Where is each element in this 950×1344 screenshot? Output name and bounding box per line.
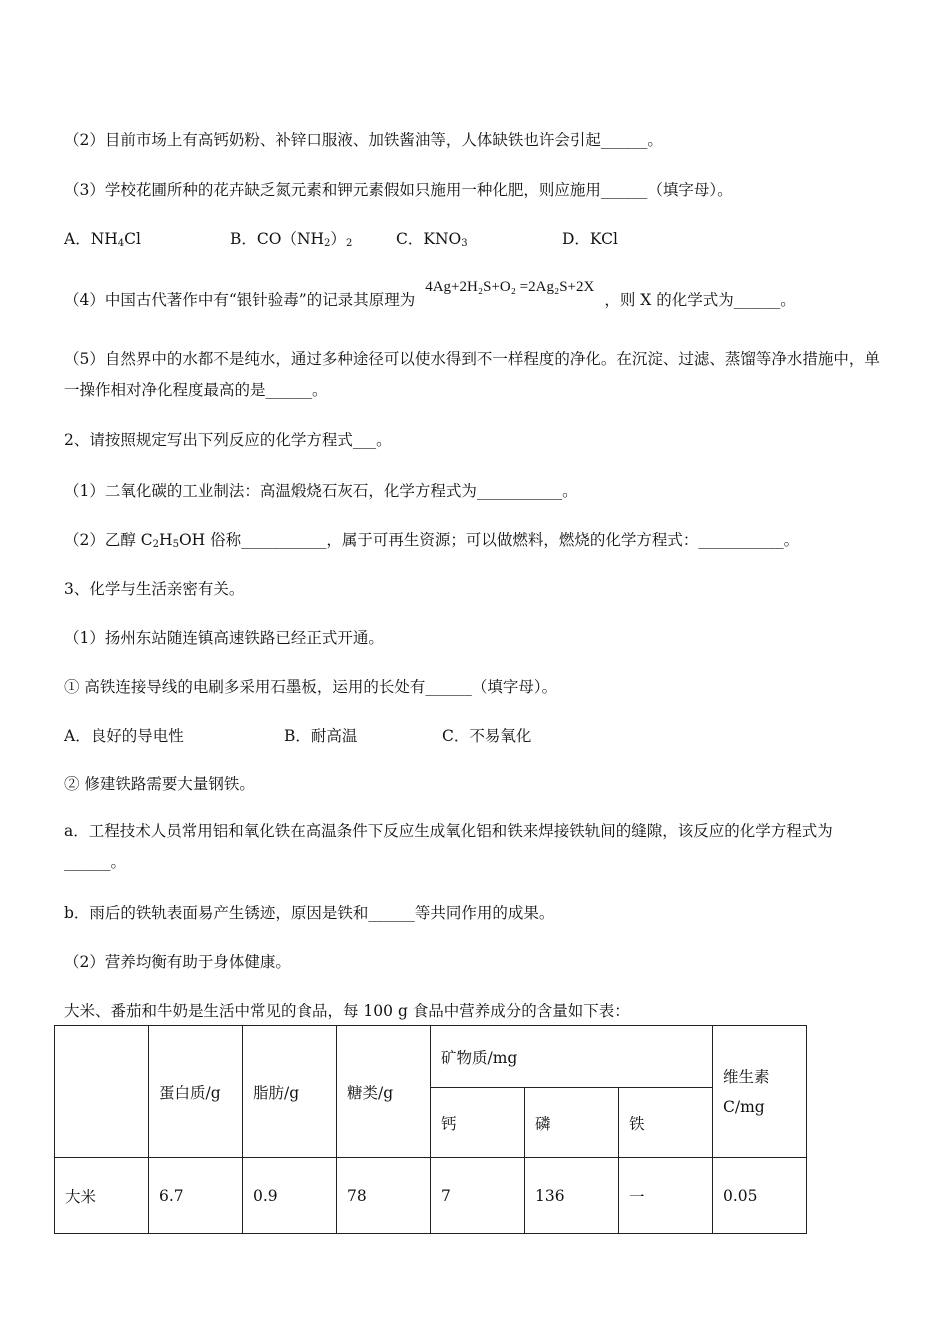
- q3-sub-b: b．雨后的铁轨表面易产生锈迹，原因是铁和______等共同作用的成果。: [64, 904, 555, 922]
- q1-options: [64, 227, 618, 249]
- q1-part4: （4）中国古代著作中有“银针验毒”的记录其原理为4Ag+2H₂S+O₂ =2Ag₂S+2X，则 X 的化学式为______。: [64, 279, 796, 309]
- header-protein: 蛋白质/g: [149, 1026, 243, 1158]
- q3-title: 3、化学与生活亲密有关。: [64, 580, 245, 598]
- q2-part1: （1）二氧化碳的工业制法：高温煅烧石灰石，化学方程式为___________。: [64, 482, 578, 500]
- header-mineral: 矿物质/mg: [431, 1026, 713, 1088]
- table-intro: 大米、番茄和牛奶是生活中常见的食品，每 100 g 食品中营养成分的含量如下表：: [64, 1002, 630, 1020]
- header-fat: 脂肪/g: [243, 1026, 337, 1158]
- header-sugar: 糖类/g: [337, 1026, 431, 1158]
- cell-fat: 0.9: [243, 1158, 337, 1234]
- option-b: B．耐高温: [284, 727, 358, 745]
- option-d: D．KCl: [562, 230, 618, 248]
- option-b: B．$CO(NH_2)_2$: [230, 230, 353, 249]
- q3-part1: （1）扬州东站随连镇高速铁路已经正式开通。: [64, 629, 384, 647]
- header-calcium: 钙: [431, 1088, 525, 1158]
- q3-options: [64, 724, 531, 746]
- q1-part5: （5）自然界中的水都不是纯水，通过多种途径可以使水得到不一样程度的净化。在沉淀、过滤、蒸馏等净水措施中，单一操作相对净化程度最高的是______。: [64, 350, 880, 399]
- q3-item2: ② 修建铁路需要大量钢铁。: [64, 775, 255, 793]
- cell-protein: 6.7: [149, 1158, 243, 1234]
- row-name: 大米: [55, 1158, 149, 1234]
- q2-part2: （2）乙醇 $C_2H_5OH$ 俗称___________，属于可再生资源；可以做燃料，燃烧的化学方程式：___________。: [64, 531, 800, 550]
- header-iron: 铁: [619, 1088, 713, 1158]
- option-c: C．不易氧化: [442, 727, 532, 745]
- q1-part3: （3）学校花圃所种的花卉缺乏氮元素和钾元素假如只施用一种化肥，则应施用______（填字母）。: [64, 181, 733, 199]
- cell-iron: 一: [619, 1158, 713, 1234]
- header-phosphorus: 磷: [525, 1088, 619, 1158]
- q1-part2: （2）目前市场上有高钙奶粉、补锌口服液、加铁酱油等，人体缺铁也许会引起______。: [64, 131, 663, 149]
- cell-calcium: 7: [431, 1158, 525, 1234]
- cell-phosphorus: 136: [525, 1158, 619, 1234]
- q3-item1: ① 高铁连接导线的电刷多采用石墨板，运用的长处有______（填字母）。: [64, 678, 558, 696]
- option-a: A．良好的导电性: [64, 727, 184, 745]
- q3-sub-a: a．工程技术人员常用铝和氧化铁在高温条件下反应生成氧化铝和铁来焊接铁轨间的缝隙，该反应的化学方程式为______。: [64, 822, 833, 871]
- cell-vitamin: 0.05: [713, 1158, 807, 1234]
- header-vitamin: 维生素C/mg: [713, 1026, 807, 1158]
- q2-title: 2、请按照规定写出下列反应的化学方程式___。: [64, 431, 392, 449]
- option-c: C．$KNO_3$: [396, 230, 468, 249]
- nutrition-table: [54, 1025, 807, 1234]
- cell-sugar: 78: [337, 1158, 431, 1234]
- q3-part2: （2）营养均衡有助于身体健康。: [64, 953, 291, 971]
- option-a: A．$NH_4Cl$: [64, 230, 141, 249]
- table-corner-cell: [55, 1026, 149, 1158]
- reaction-equation: 4Ag+2H₂S+O₂ =2Ag₂S+2X: [425, 279, 595, 295]
- table-row: [55, 1158, 807, 1234]
